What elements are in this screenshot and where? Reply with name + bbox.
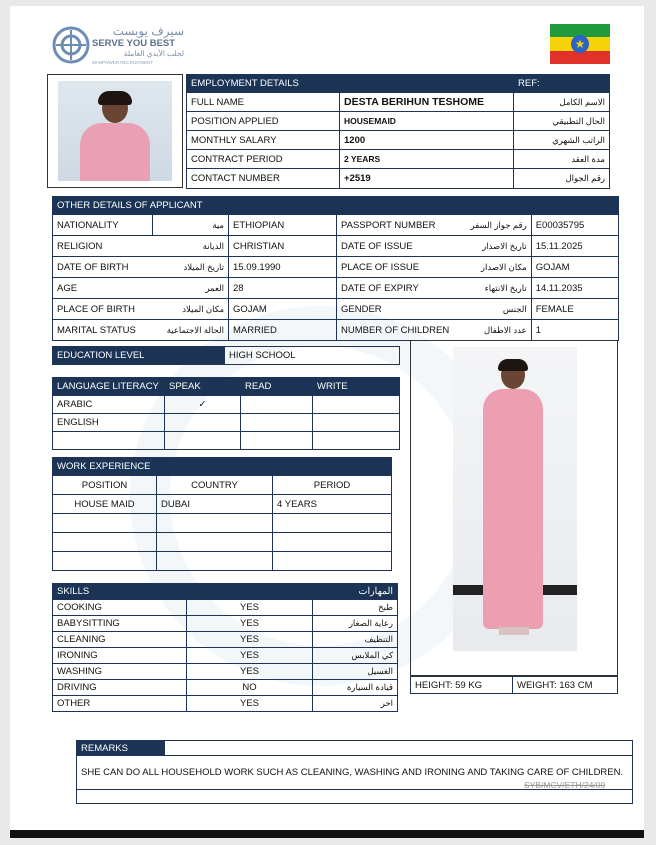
gender-label: GENDER: [337, 299, 454, 320]
work-country: DUBAI: [157, 495, 273, 514]
gender-ar: الجنس: [453, 299, 531, 320]
work-period-col: PERIOD: [273, 476, 392, 495]
pob-label: PLACE OF BIRTH: [53, 299, 153, 320]
skill-ar: قيادة السيارة: [313, 680, 398, 696]
work-position-col: POSITION: [53, 476, 157, 495]
profile-photo: [58, 81, 172, 181]
expiry-label: DATE OF EXPIRY: [337, 278, 454, 299]
language-header: LANGUAGE LITERACY: [53, 378, 165, 396]
marital-value: MARRIED: [229, 320, 337, 341]
remarks-text: SHE CAN DO ALL HOUSEHOLD WORK SUCH AS CLEANING, WASHING AND IRONING AND TAKING CARE OF CHILDREN.: [77, 756, 633, 790]
work-country: [157, 552, 273, 571]
contact-label: CONTACT NUMBER: [187, 169, 340, 189]
passport-label: PASSPORT NUMBER: [337, 215, 454, 236]
work-position: [53, 514, 157, 533]
skills-table: [52, 583, 398, 712]
language-row: ARABIC: [53, 396, 165, 414]
position-value: HOUSEMAID: [340, 112, 514, 131]
marital-label: MARITAL STATUS: [53, 320, 153, 341]
date-of-issue-value: 15.11.2025: [531, 236, 618, 257]
passport-value: E00035795: [531, 215, 618, 236]
expiry-value: 14.11.2035: [531, 278, 618, 299]
passport-ar: رقم جواز السفر: [453, 215, 531, 236]
age-label: AGE: [53, 278, 153, 299]
company-logo: [52, 24, 182, 70]
work-country: [157, 533, 273, 552]
other-details-table: [52, 196, 619, 341]
logo-sub: MANPOWER RECRUITMENT: [92, 60, 153, 65]
remarks-table: [76, 740, 633, 804]
work-country-col: COUNTRY: [157, 476, 273, 495]
language-row: [53, 432, 165, 450]
work-period: 4 YEARS: [273, 495, 392, 514]
contract-value: 2 YEARS: [340, 150, 514, 169]
skill-name: DRIVING: [53, 680, 187, 696]
logo-arabic: سيرف يوبست: [112, 24, 184, 38]
remarks-header: REMARKS: [77, 741, 165, 756]
skill-name: CLEANING: [53, 632, 187, 648]
language-read: [241, 414, 313, 432]
ref-label: REF:: [514, 75, 610, 93]
cv-page: [10, 6, 644, 830]
work-header: WORK EXPERIENCE: [53, 458, 273, 476]
employment-header: EMPLOYMENT DETAILS: [187, 75, 340, 93]
pob-value: GOJAM: [229, 299, 337, 320]
full-body-photo-frame: [410, 340, 618, 676]
position-ar: الحال التطبيقي: [514, 112, 610, 131]
contact-ar: رقم الجوال: [514, 169, 610, 189]
weight-value: WEIGHT: 163 CM: [513, 677, 618, 694]
language-read: [241, 396, 313, 414]
skill-ar: التنظيف: [313, 632, 398, 648]
work-position: [53, 533, 157, 552]
skill-name: WASHING: [53, 664, 187, 680]
document-code: SYB/MCV/ETH/24/09: [524, 780, 606, 790]
religion-value: CHRISTIAN: [229, 236, 337, 257]
other-details-header: OTHER DETAILS OF APPLICANT: [53, 197, 337, 215]
language-write: [313, 396, 400, 414]
language-write: [313, 432, 400, 450]
language-read: [241, 432, 313, 450]
age-ar: العمر: [153, 278, 229, 299]
salary-label: MONTHLY SALARY: [187, 131, 340, 150]
skill-value: NO: [187, 680, 313, 696]
skill-value: YES: [187, 616, 313, 632]
dob-value: 15.09.1990: [229, 257, 337, 278]
measurements-table: [410, 676, 618, 694]
children-value: 1: [531, 320, 618, 341]
skills-header: SKILLS: [53, 584, 187, 600]
religion-ar: الديانة: [153, 236, 229, 257]
skill-name: OTHER: [53, 696, 187, 712]
work-period: [273, 514, 392, 533]
full-name-label: FULL NAME: [187, 93, 340, 112]
work-position: [53, 552, 157, 571]
language-table: [52, 377, 400, 450]
education-table: [52, 346, 400, 365]
dob-ar: تاريخ الميلاد: [153, 257, 229, 278]
full-name-value: DESTA BERIHUN TESHOME: [340, 93, 514, 112]
children-label: NUMBER OF CHILDREN: [337, 320, 454, 341]
logo-english: SERVE YOU BEST: [92, 38, 176, 49]
employment-details-table: [186, 74, 610, 189]
salary-value: 1200: [340, 131, 514, 150]
page-bottom-border: [10, 830, 644, 838]
star-emblem-icon: ★: [571, 35, 589, 53]
full-body-photo: [453, 347, 577, 651]
skill-ar: رعاية الصغار: [313, 616, 398, 632]
read-header: READ: [241, 378, 313, 396]
children-ar: عدد الاطفال: [453, 320, 531, 341]
nationality-label: NATIONALITY: [53, 215, 153, 236]
dob-label: DATE OF BIRTH: [53, 257, 153, 278]
skill-value: YES: [187, 664, 313, 680]
language-row: ENGLISH: [53, 414, 165, 432]
skill-name: BABYSITTING: [53, 616, 187, 632]
skill-ar: كي الملابس: [313, 648, 398, 664]
full-name-ar: الاسم الكامل: [514, 93, 610, 112]
language-speak: [165, 414, 241, 432]
skill-ar: اخر: [313, 696, 398, 712]
place-of-issue-value: GOJAM: [531, 257, 618, 278]
work-period: [273, 533, 392, 552]
work-period: [273, 552, 392, 571]
contract-label: CONTRACT PERIOD: [187, 150, 340, 169]
position-label: POSITION APPLIED: [187, 112, 340, 131]
date-of-issue-ar: تاريخ الاصدار: [453, 236, 531, 257]
education-label: EDUCATION LEVEL: [53, 347, 225, 365]
religion-label: RELIGION: [53, 236, 153, 257]
skill-ar: الغسيل: [313, 664, 398, 680]
skill-value: YES: [187, 600, 313, 616]
skill-value: YES: [187, 648, 313, 664]
contract-ar: مدة العقد: [514, 150, 610, 169]
education-value: HIGH SCHOOL: [225, 347, 400, 365]
pob-ar: مكان الميلاد: [153, 299, 229, 320]
logo-arabic-sub: لجلب الأيدي العاملة: [123, 49, 184, 58]
checkmark-icon: ✓: [165, 396, 241, 414]
speak-header: SPEAK: [165, 378, 241, 396]
skill-value: YES: [187, 696, 313, 712]
work-country: [157, 514, 273, 533]
write-header: WRITE: [313, 378, 400, 396]
place-of-issue-label: PLACE OF ISSUE: [337, 257, 454, 278]
ethiopia-flag: [550, 24, 610, 64]
nationality-value: ETHIOPIAN: [229, 215, 337, 236]
language-write: [313, 414, 400, 432]
salary-ar: الراتب الشهري: [514, 131, 610, 150]
skill-name: COOKING: [53, 600, 187, 616]
age-value: 28: [229, 278, 337, 299]
skill-name: IRONING: [53, 648, 187, 664]
gender-value: FEMALE: [531, 299, 618, 320]
skill-value: YES: [187, 632, 313, 648]
skill-ar: طبخ: [313, 600, 398, 616]
nationality-ar: مية: [153, 215, 229, 236]
skills-header-ar: المهارات: [313, 584, 398, 600]
height-value: HEIGHT: 59 KG: [411, 677, 513, 694]
contact-value: +2519: [340, 169, 514, 189]
language-speak: [165, 432, 241, 450]
marital-ar: الحالة الاجتماعية: [153, 320, 229, 341]
date-of-issue-label: DATE OF ISSUE: [337, 236, 454, 257]
logo-emblem-icon: [52, 26, 90, 64]
profile-photo-frame: [47, 74, 183, 188]
expiry-ar: تاريخ الانتهاء: [453, 278, 531, 299]
place-of-issue-ar: مكان الاصدار: [453, 257, 531, 278]
work-experience-table: [52, 457, 392, 571]
work-position: HOUSE MAID: [53, 495, 157, 514]
